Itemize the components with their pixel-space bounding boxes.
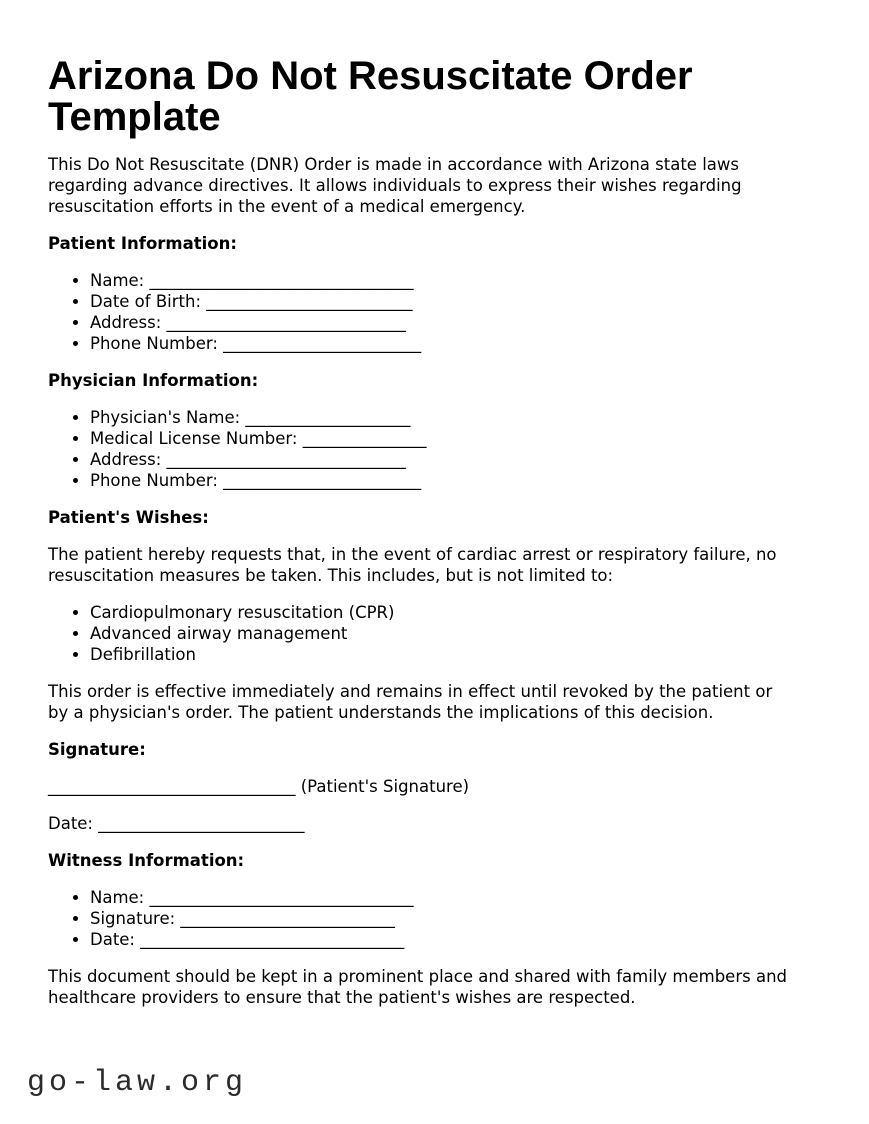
list-item-airway: • Advanced airway management	[90, 623, 821, 644]
patient-signature-line: ______________________________ (Patient's Signature)	[48, 777, 470, 797]
patients-wishes-list	[48, 602, 821, 665]
section-heading-patient-information: Patient Information:	[48, 234, 237, 254]
list-item-patient-name: • Name: ________________________________	[90, 270, 821, 291]
list-item-defibrillation: • Defibrillation	[90, 644, 821, 665]
section-heading-signature: Signature:	[48, 740, 146, 760]
page-title: Arizona Do Not Resuscitate Order Template	[48, 54, 693, 140]
intro-paragraph: This Do Not Resuscitate (DNR) Order is made in accordance with Arizona state laws regarding advance directives. It allows individuals to express their wishes regarding resuscitation efforts in the event of a medical emergency.	[48, 155, 742, 217]
list-item-witness-date: • Date: ________________________________	[90, 929, 821, 950]
signature-date-line: Date: _________________________	[48, 814, 305, 834]
list-item-physician-phone: • Phone Number: ________________________	[90, 470, 821, 491]
list-item-witness-name: • Name: ________________________________	[90, 887, 821, 908]
list-item-patient-address: • Address: _____________________________	[90, 312, 821, 333]
patient-info-list	[48, 270, 821, 354]
list-item-physician-license: • Medical License Number: _______________	[90, 428, 821, 449]
section-heading-physician-information: Physician Information:	[48, 371, 259, 391]
patients-wishes-paragraph: The patient hereby requests that, in the event of cardiac arrest or respiratory failure, no resuscitation measures be taken. This includes, but is not limited to:	[48, 545, 777, 586]
section-heading-patients-wishes: Patient's Wishes:	[48, 508, 209, 528]
list-item-patient-phone: • Phone Number: ________________________	[90, 333, 821, 354]
physician-info-list	[48, 407, 821, 491]
list-item-patient-dob: • Date of Birth: _________________________	[90, 291, 821, 312]
order-effective-paragraph: This order is effective immediately and remains in effect until revoked by the patient or by a physician's order. The patient understands the implications of this decision.	[48, 682, 773, 723]
closing-paragraph: This document should be kept in a prominent place and shared with family members and healthcare providers to ensure that the patient's wishes are respected.	[48, 967, 788, 1008]
list-item-cpr: • Cardiopulmonary resuscitation (CPR)	[90, 602, 821, 623]
list-item-physician-address: • Address: _____________________________	[90, 449, 821, 470]
list-item-physician-name: • Physician's Name: ____________________	[90, 407, 821, 428]
witness-info-list	[48, 887, 821, 950]
section-heading-witness-information: Witness Information:	[48, 851, 245, 871]
footer-watermark: go-law.org	[27, 1066, 248, 1100]
list-item-witness-signature: • Signature: __________________________	[90, 908, 821, 929]
